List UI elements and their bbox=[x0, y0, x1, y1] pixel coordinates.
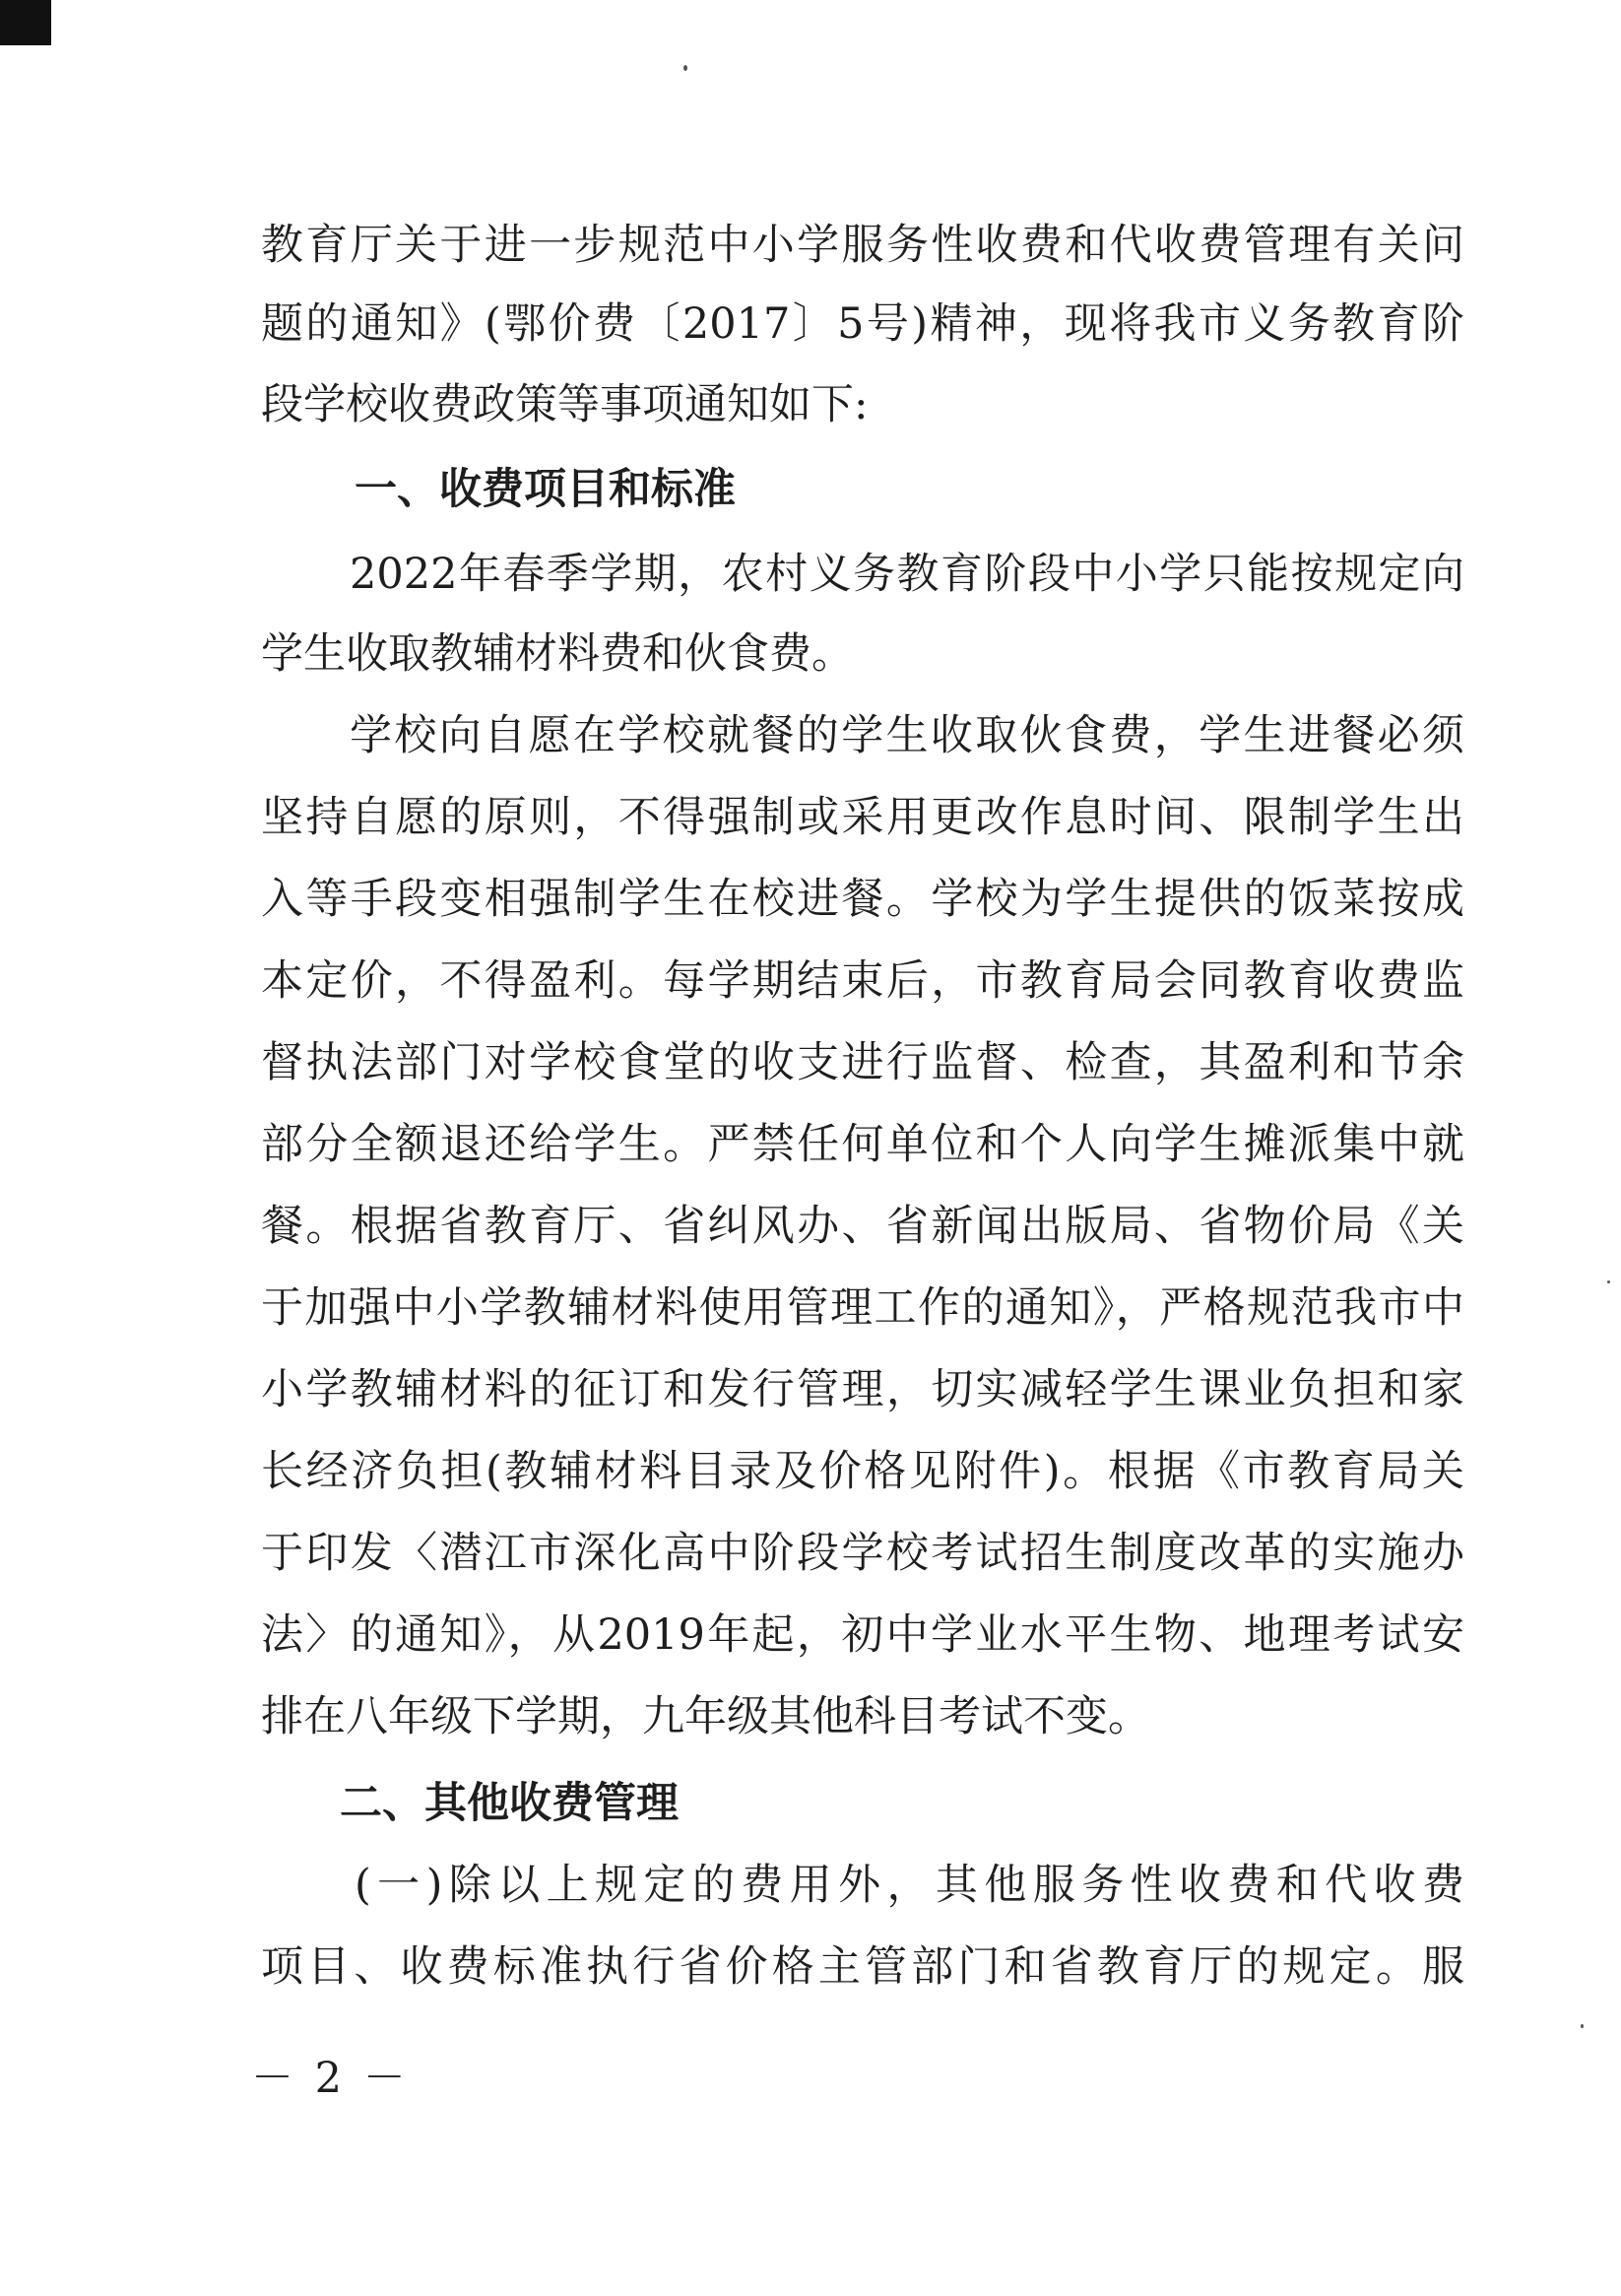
section-heading: 一、收费项目和标准 bbox=[355, 465, 736, 514]
body-line: 教育厅关于进一步规范中小学服务性收费和代收费管理有关问 bbox=[261, 221, 1464, 270]
body-line: 题的通知》(鄂价费〔2017〕5号)精神，现将我市义务教育阶 bbox=[261, 299, 1464, 349]
body-line: 项目、收费标准执行省价格主管部门和省教育厅的规定。服 bbox=[261, 1942, 1464, 1992]
body-line: 入等手段变相强制学生在校进餐。学校为学生提供的饭菜按成 bbox=[261, 875, 1464, 924]
body-line: 法〉的通知》，从2019年起，初中学业水平生物、地理考试安 bbox=[261, 1610, 1464, 1660]
body-line: 学生收取教辅材料费和伙食费。 bbox=[261, 629, 854, 679]
body-line: 于印发〈潜江市深化高中阶段学校考试招生制度改革的实施办 bbox=[261, 1529, 1464, 1578]
scan-corner-mark bbox=[0, 0, 51, 45]
scan-speck bbox=[1607, 1280, 1610, 1283]
body-line: 小学教辅材料的征订和发行管理，切实减轻学生课业负担和家 bbox=[261, 1365, 1464, 1414]
page-number: － 2 － bbox=[251, 2054, 410, 2103]
scan-speck bbox=[683, 65, 687, 71]
body-line: 长经济负担(教辅材料目录及价格见附件)。根据《市教育局关 bbox=[261, 1447, 1464, 1496]
body-line: 段学校收费政策等事项通知如下: bbox=[261, 380, 869, 429]
body-line: 2022年春季学期，农村义务教育阶段中小学只能按规定向 bbox=[350, 550, 1464, 599]
body-line: 坚持自愿的原则，不得强制或采用更改作息时间、限制学生出 bbox=[261, 793, 1464, 842]
scan-speck bbox=[1581, 2024, 1584, 2028]
body-line: 学校向自愿在学校就餐的学生收取伙食费，学生进餐必须 bbox=[350, 711, 1464, 760]
body-line: 督执法部门对学校食堂的收支进行监督、检查，其盈利和节余 bbox=[261, 1038, 1464, 1087]
body-line: (一)除以上规定的费用外，其他服务性收费和代收费 bbox=[355, 1861, 1464, 1910]
section-heading: 二、其他收费管理 bbox=[340, 1779, 679, 1828]
body-line: 本定价，不得盈利。每学期结束后，市教育局会同教育收费监 bbox=[261, 956, 1464, 1006]
body-line: 部分全额退还给学生。严禁任何单位和个人向学生摊派集中就 bbox=[261, 1120, 1464, 1169]
body-line: 于加强中小学教辅材料使用管理工作的通知》，严格规范我市中 bbox=[261, 1283, 1464, 1333]
body-line: 餐。根据省教育厅、省纠风办、省新闻出版局、省物价局《关 bbox=[261, 1202, 1464, 1251]
body-line: 排在八年级下学期，九年级其他科目考试不变。 bbox=[261, 1692, 1150, 1741]
